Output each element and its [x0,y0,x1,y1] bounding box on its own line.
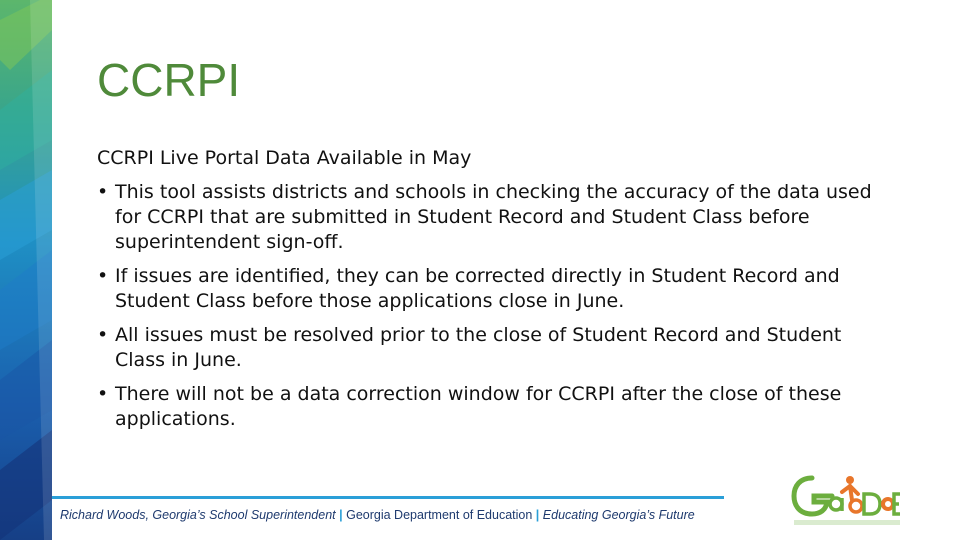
footer-separator: | [339,508,343,522]
footer-department: Georgia Department of Education [346,508,533,522]
bullet-text: This tool assists districts and schools in checking the accuracy of the data used for CCRPI that are submitted in Student Record and Student Class before superintendent sign-off. [115,181,872,253]
footer-tagline: Educating Georgia’s Future [542,508,695,522]
bullet-list [97,180,887,432]
footer [60,508,695,522]
slide-title: CCRPI [97,54,241,106]
footer-superintendent: Richard Woods, Georgia’s School Superintendent [60,508,336,522]
footer-separator: | [535,508,540,522]
bullet-icon: • [97,383,109,405]
footer-divider [52,496,724,499]
bullet-icon: • [97,181,109,203]
gadoe-logo-icon [790,470,902,528]
bullet-icon: • [97,324,109,346]
bullet-item [97,180,887,255]
bullet-item [97,382,887,432]
decorative-side-strip [0,0,52,540]
bullet-item [97,264,887,314]
bullet-item [97,323,887,373]
bullet-text: There will not be a data correction window for CCRPI after the close of these applications. [115,383,842,430]
section-heading: CCRPI Live Portal Data Available in May [97,147,472,169]
bullet-text: If issues are identified, they can be corrected directly in Student Record and Student Class before those applications close in June. [115,265,840,312]
bullet-icon: • [97,265,109,287]
bullet-text: All issues must be resolved prior to the close of Student Record and Student Class in June. [115,324,842,371]
slide-body [97,146,887,432]
